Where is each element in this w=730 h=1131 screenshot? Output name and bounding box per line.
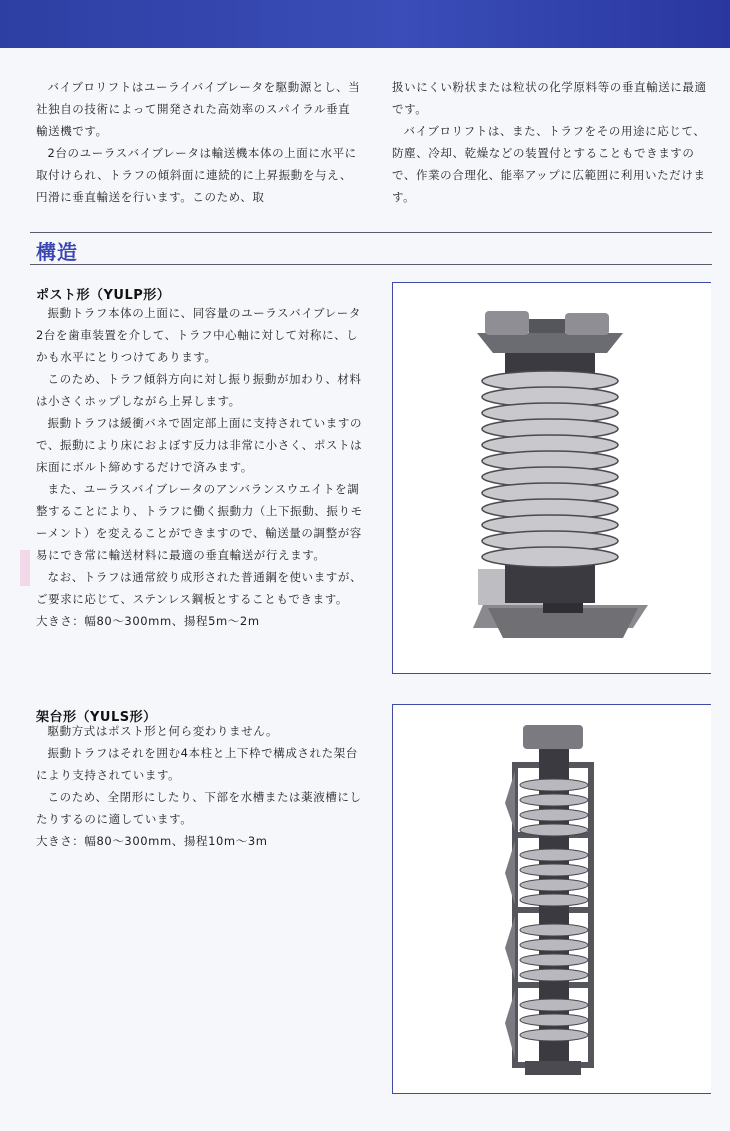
frame-type-paragraph: 振動トラフはそれを囲む4本柱と上下枠で構成された架台により支持されています。 — [36, 746, 358, 782]
section-rule-bottom — [30, 264, 712, 265]
intro-paragraph: バイブロリフトはユーライバイブレータを駆動源とし、当社独自の技術によって開発された高効率のスパイラル垂直輸送機です。 — [36, 80, 361, 138]
frame-type-body — [36, 720, 366, 852]
frame-type-photo — [392, 704, 711, 1094]
post-type-paragraph: また、ユーラスバイブレータのアンバランスウエイトを調整することにより、トラフに働く振動力（上下振動、振りモーメント）を変えることができますので、輸送量の調整が容易にでき常に輸送材料に最適の垂直輸送が行えます。 — [36, 482, 363, 562]
post-type-paragraph: このため、トラフ傾斜方向に対し振り振動が加わり、材料は小さくホップしながら上昇します。 — [36, 372, 362, 408]
frame-type-illustration — [393, 705, 711, 1093]
post-type-illustration — [393, 283, 711, 673]
post-type-body — [36, 302, 366, 632]
post-type-paragraph: なお、トラフは通常絞り成形された普通鋼を使いますが、ご要求に応じて、ステンレス鋼板とすることもできます。 — [36, 570, 363, 606]
intro-paragraph: 2台のユーラスバイブレータは輸送機本体の上面に水平に取付けられ、トラフの傾斜面に連続的に上昇振動を与え、円滑に垂直輸送を行います。このため、取 — [36, 146, 357, 204]
post-type-paragraph: 振動トラフは緩衝バネで固定部上面に支持されていますので、振動により床におよぼす反力は非常に小さく、ポストは床面にボルト締めするだけで済みます。 — [36, 416, 363, 474]
frame-type-paragraph: 駆動方式はポスト形と何ら変わりません。 — [47, 724, 279, 738]
intro-paragraph: 扱いにくい粉状または粒状の化学原料等の垂直輸送に最適です。 — [392, 80, 707, 116]
intro-right-column — [392, 76, 716, 208]
frame-type-title: 架台形（YULS形） — [36, 710, 157, 725]
post-type-title: ポスト形（YULP形） — [36, 288, 171, 303]
post-type-size: 大きさ：幅80〜300mm、揚程5m〜2m — [36, 614, 260, 628]
section-rule-top — [30, 232, 712, 233]
frame-type-size: 大きさ：幅80〜300mm、揚程10m〜3m — [36, 834, 268, 848]
intro-left-column — [36, 76, 362, 208]
frame-type-paragraph: このため、全閉形にしたり、下部を水槽または薬液槽にしたりするのに適しています。 — [36, 790, 362, 826]
page-tab-marker — [20, 550, 30, 586]
post-type-photo — [392, 282, 711, 674]
intro-paragraph: バイブロリフトは、また、トラフをその用途に応じて、防塵、冷却、乾燥などの装置付とすることもできますので、作業の合理化、能率アップに広範囲に利用いただけます。 — [392, 124, 706, 204]
header-bar — [0, 0, 730, 48]
post-type-paragraph: 振動トラフ本体の上面に、同容量のユーラスバイブレータ2台を歯車装置を介して、トラフ中心軸に対して対称に、しかも水平にとりつけてあります。 — [36, 306, 361, 364]
section-title: 構造 — [36, 240, 78, 264]
